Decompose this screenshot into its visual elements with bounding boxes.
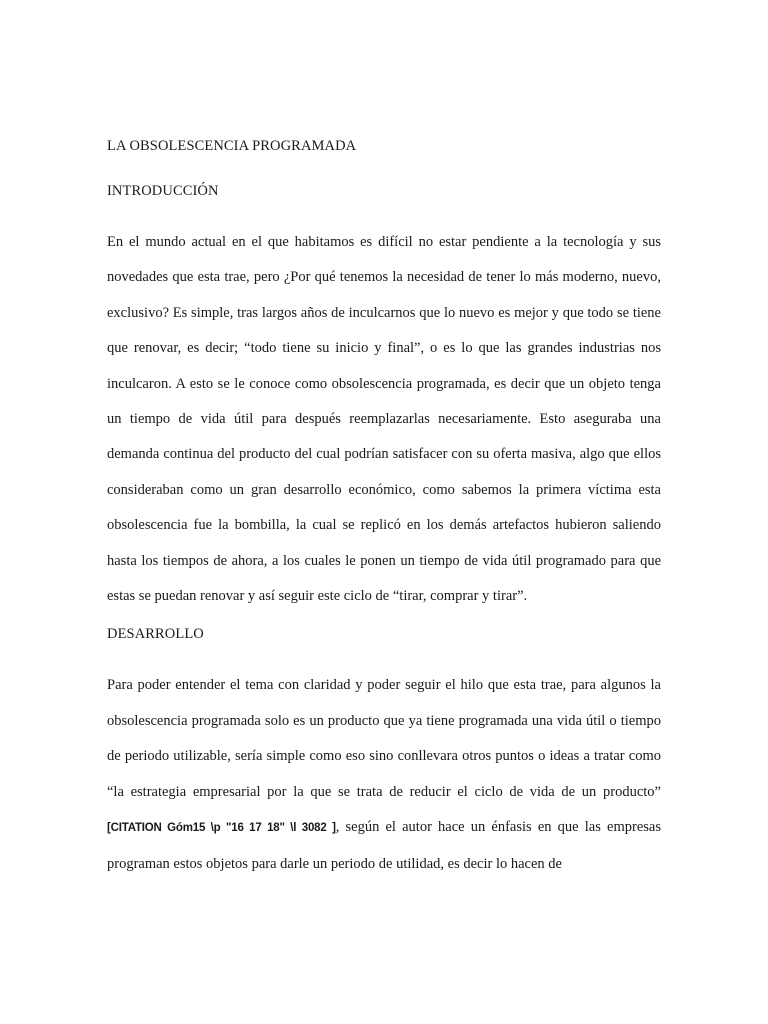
paragraph-desarrollo-text-after: , según el autor hace un énfasis en que las empresas programan estos objetos para darle un periodo de utilidad, es decir lo hacen de [107, 819, 661, 872]
citation-field-code: [CITATION Góm15 \p "16 17 18" \l 3082 ] [107, 822, 336, 835]
paragraph-introduccion: En el mundo actual en el que habitamos es difícil no estar pendiente a la tecnología y sus novedades que esta trae, pero ¿Por qué tenemos la necesidad de tener lo más moderno, nuevo, exclusivo? Es simple, tras largos años de inculcarnos que lo nuevo es mejor y que todo se tiene que renovar, es decir; “todo tiene su inicio y final”, o es lo que las grandes industrias nos inculcaron. A esto se le conoce como obsolescencia programada, es decir que un objeto tenga un tiempo de vida útil para después reemplazarlas necesariamente. Esto aseguraba una demanda continua del producto del cual podrían satisfacer con su oferta masiva, algo que ellos consideraban como un gran desarrollo económico, como sabemos la primera víctima esta obsolescencia fue la bombilla, la cual se replicó en los demás artefactos hubieron saliendo hasta los tiempos de ahora, a los cuales le ponen un tiempo de vida útil programado para que estas se puedan renovar y así seguir este ciclo de “tirar, comprar y tirar”. [107, 234, 661, 605]
section-heading-desarrollo: DESARROLLO [107, 626, 204, 643]
document-title: LA OBSOLESCENCIA PROGRAMADA [107, 138, 357, 154]
paragraph-desarrollo [107, 668, 661, 881]
section-heading-introduccion: INTRODUCCIÓN [107, 183, 219, 199]
paragraph-desarrollo-text-before: Para poder entender el tema con claridad y poder seguir el hilo que esta trae, para algunos la obsolescencia programada solo es un producto que ya tiene programada una vida útil o tiempo de periodo utilizable, sería simple como eso sino conllevara otros puntos o ideas a tratar como “la estrategia empresarial por la que se trata de reducir el ciclo de vida de un producto” [107, 677, 661, 800]
document-body [107, 134, 661, 882]
